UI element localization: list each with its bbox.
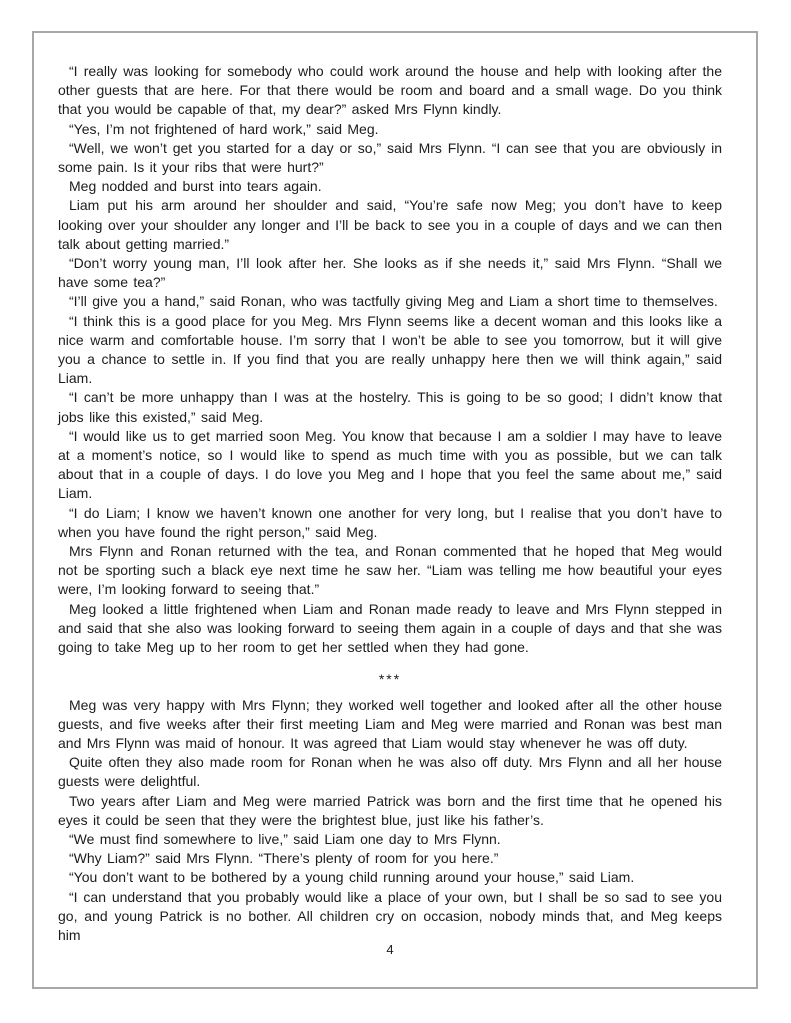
section-separator: *** bbox=[378, 671, 402, 688]
story-paragraph: “Well, we won’t get you started for a day or so,” said Mrs Flynn. “I can see that you are obviously in some pain. Is it your ribs that were hurt?” bbox=[58, 139, 722, 176]
page-number: 4 bbox=[386, 942, 394, 957]
story-paragraph: “I can understand that you probably would like a place of your own, but I shall be so sad to see you go, and young Patrick is no bother. All children cry on occasion, nobody minds that, and Meg keeps him bbox=[58, 888, 722, 943]
story-paragraph: “I’ll give you a hand,” said Ronan, who was tactfully giving Meg and Liam a short time to themselves. bbox=[69, 293, 718, 310]
story-paragraph: “I can’t be more unhappy than I was at the hostelry. This is going to be so good; I didn’t know that jobs like this existed,” said Meg. bbox=[58, 389, 722, 425]
story-paragraph: “I really was looking for somebody who could work around the house and help with looking after the other guests that are here. For that there would be room and board and a small wage. Do you think that you would be capable of that, my dear?” asked Mrs Flynn kindly. bbox=[58, 63, 722, 118]
story-paragraph: “I think this is a good place for you Meg. Mrs Flynn seems like a decent woman and this looks like a nice warm and comfortable house. I’m sorry that I won’t be able to see you tomorrow, but it will give you a chance to settle in. If you find that you are really unhappy here then we will think again,” said Liam. bbox=[58, 312, 722, 387]
story-text bbox=[58, 62, 722, 945]
story-paragraph: “Yes, I’m not frightened of hard work,” said Meg. bbox=[69, 120, 379, 137]
story-paragraph: “We must find somewhere to live,” said Liam one day to Mrs Flynn. bbox=[69, 830, 501, 847]
story-paragraph: “Why Liam?” said Mrs Flynn. “There’s plenty of room for you here.” bbox=[69, 850, 499, 867]
story-paragraph: Meg nodded and burst into tears again. bbox=[69, 178, 322, 195]
story-paragraph: “You don’t want to be bothered by a young child running around your house,” said Liam. bbox=[69, 869, 635, 886]
story-paragraph: Two years after Liam and Meg were married Patrick was born and the first time that he opened his eyes it could be seen that they were the brightest blue, just like his father’s. bbox=[58, 792, 722, 828]
story-paragraph: Quite often they also made room for Ronan when he was also off duty. Mrs Flynn and all her house guests were delightful. bbox=[58, 754, 722, 790]
story-paragraph: Meg was very happy with Mrs Flynn; they worked well together and looked after all the other house guests, and five weeks after their first meeting Liam and Meg were married and Ronan was best man and Mrs Flynn was maid of honour. It was agreed that Liam would stay whenever he was off duty. bbox=[58, 696, 722, 751]
story-paragraph: “I would like us to get married soon Meg. You know that because I am a soldier I may have to leave at a moment’s notice, so I would like to spend as much time with you as possible, but we can talk about that in a couple of days. I do love you Meg and I hope that you feel the same about me,” said Liam. bbox=[58, 427, 722, 502]
story-paragraph: “I do Liam; I know we haven’t known one another for very long, but I realise that you don’t have to when you have found the right person,” said Meg. bbox=[58, 504, 722, 540]
story-paragraph: Mrs Flynn and Ronan returned with the tea, and Ronan commented that he hoped that Meg would not be sporting such a black eye next time he saw her. “Liam was telling me how beautiful your eyes were, I’m looking forward to seeing that.” bbox=[58, 543, 722, 598]
story-paragraph: Meg looked a little frightened when Liam and Ronan made ready to leave and Mrs Flynn stepped in and said that she also was looking forward to seeing them again in a couple of days and that she was going to take Meg up to her room to get her settled when they had gone. bbox=[58, 600, 722, 656]
story-paragraph: “Don’t worry young man, I’ll look after her. She looks as if she needs it,” said Mrs Flynn. “Shall we have some tea?” bbox=[58, 255, 722, 291]
story-paragraph: Liam put his arm around her shoulder and said, “You’re safe now Meg; you don’t have to keep looking over your shoulder any longer and I’ll be back to see you in a couple of days and we can then talk about getting married.” bbox=[58, 197, 722, 252]
